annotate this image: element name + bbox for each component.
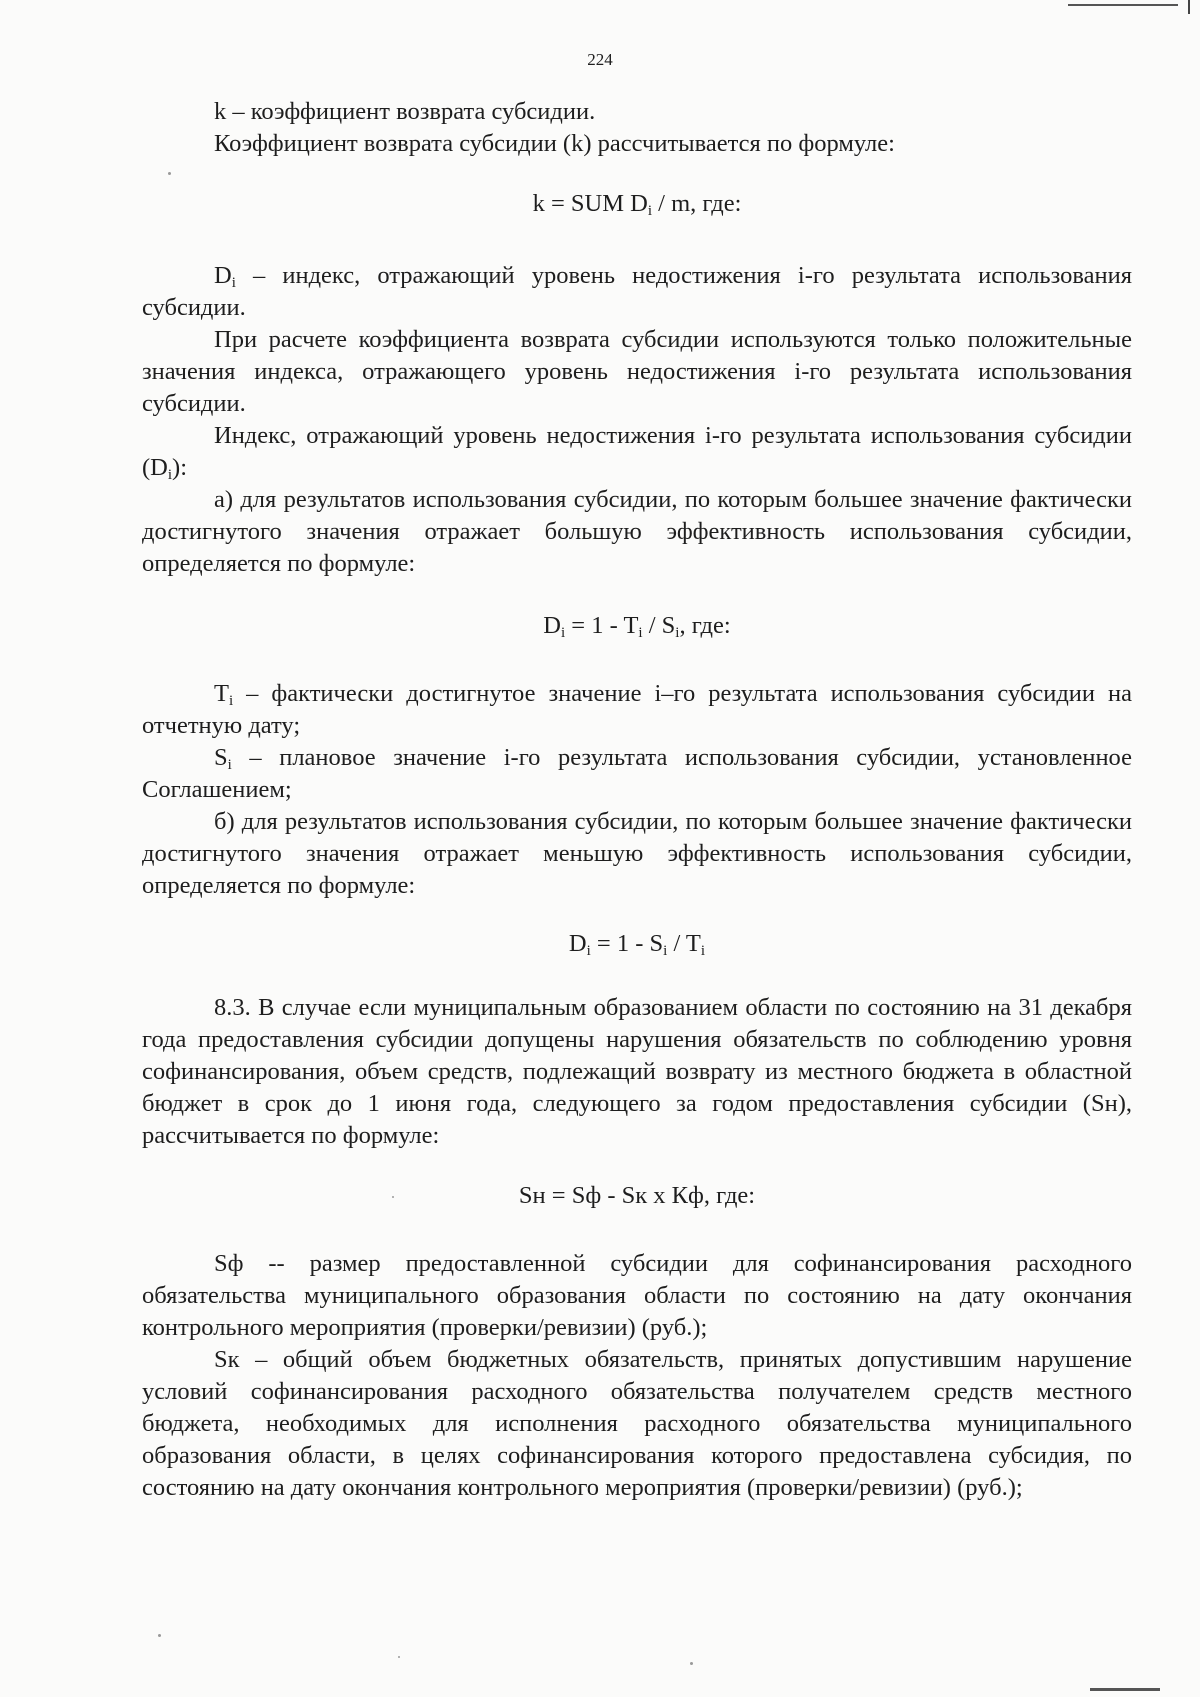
paragraph-si-definition: $S_i$ – плановое значение i-го результата использования субсидии, установленное Соглашением; [142,744,1132,803]
paragraph-sk-definition: Sк – общий объем бюджетных обязательств, принятых допустившим нарушение условий софинансирования расходного обязательства получателем средств местного бюджета, необходимых для исполнения расходного обязательства муниципального образования области, в целях софинансирования которого предоставлена субсидия, по состоянию на дату окончания контрольного мероприятия (проверки/ревизии) (руб.); [142,1346,1132,1501]
formula-di-b: $D_i = 1 - S_i / T_i$ [568,930,706,959]
paragraph-ti-definition: $T_i$ – фактически достигнутое значение i–го результата использования субсидии на отчетную дату; [142,680,1132,739]
scan-speck [690,1662,693,1665]
paragraph-case-a: а) для результатов использования субсидии, по которым большее значение фактически достигнутого значения отражает большую эффективность использования субсидии, определяется по формуле: [142,486,1132,577]
paragraph-k-definition: k – коэффициент возврата субсидии. [214,98,596,125]
paragraph-case-b: б) для результатов использования субсидии, по которым большее значение фактически достигнутого значения отражает меньшую эффективность использования субсидии, определяется по формуле: [142,808,1132,899]
formula-sn: Sн = Sф - Sк х Кф, где: [518,1182,756,1209]
paragraph-sf-definition: Sф -- размер предоставленной субсидии для софинансирования расходного обязательства муниципального образования области по состоянию на дату окончания контрольного мероприятия (проверки/ревизии) (руб.); [142,1250,1132,1341]
scan-speck [158,1634,161,1637]
paragraph-positive-values: При расчете коэффициента возврата субсидии используются только положительные значения индекса, отражающего уровень недостижения i-го результата использования субсидии. [142,326,1132,417]
paragraph-di-definition: $D_i$ – индекс, отражающий уровень недостижения i-го результата использования субсидии. [142,262,1132,321]
scan-mark-top-tick [1188,0,1190,14]
paragraph-8-3: 8.3. В случае если муниципальным образованием области по состоянию на 31 декабря года предоставления субсидии допущены нарушения обязательств по соблюдению уровня софинансирования, объем средств, подлежащий возврату из местного бюджета в областной бюджет в срок до 1 июня года, следующего за годом предоставления субсидии (Sн), рассчитывается по формуле: [142,994,1132,1149]
scan-mark-top [1068,0,1178,6]
scan-speck [168,172,171,175]
formula-di-a: $D_i = 1 - T_i / S_i$, где: [543,612,731,641]
scan-mark-bottom [1090,1688,1160,1691]
paragraph-k-formula-intro: Коэффициент возврата субсидии (k) рассчитывается по формуле: [214,130,895,157]
page-number: 224 [587,50,613,69]
scan-speck [392,1196,394,1198]
document-body [142,96,1132,1504]
scan-speck [398,1656,400,1658]
formula-k: k = SUM $D_i$ / m, где: [532,190,742,219]
paragraph-index-intro: Индекс, отражающий уровень недостижения i-го результата использования субсидии $(D_i)$: [142,422,1132,483]
